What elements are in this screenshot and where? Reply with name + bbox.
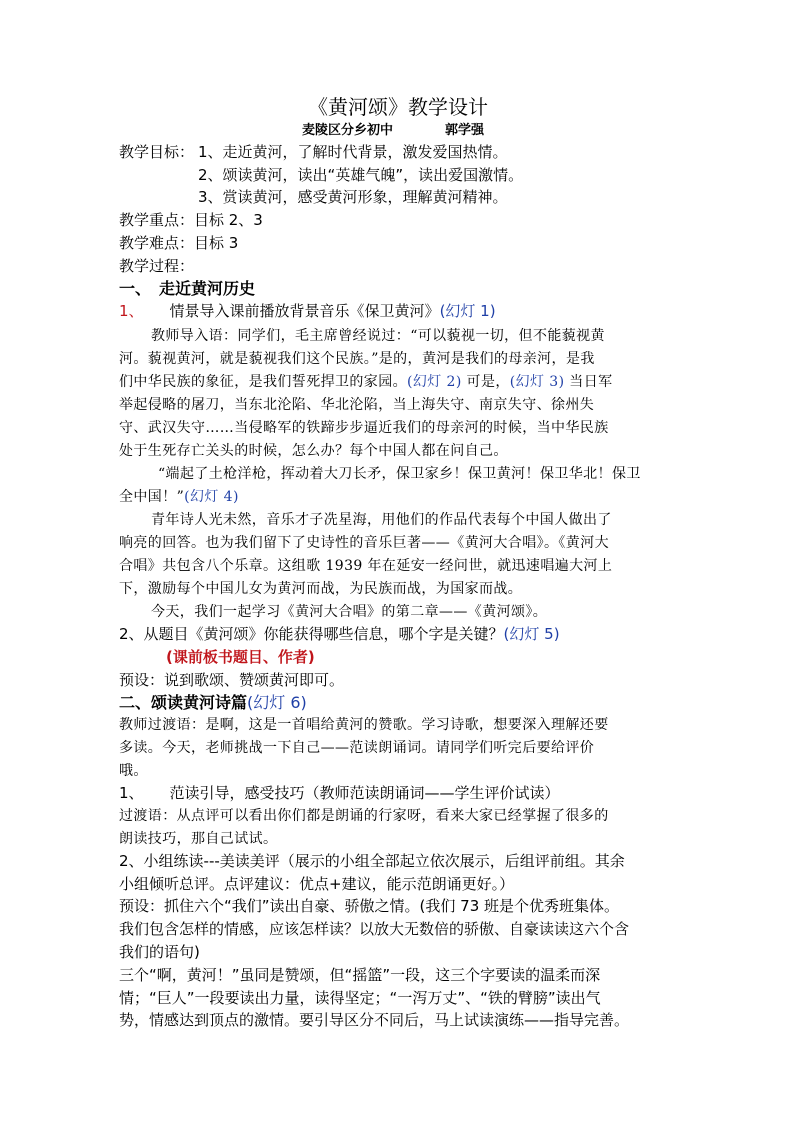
section2-step1 bbox=[119, 786, 560, 801]
slide-3-ref: (幻灯 3) bbox=[509, 374, 565, 390]
teacher-intro-text: 当日军 bbox=[564, 374, 613, 390]
section1-item2-text: 2、从题目《黄河颂》你能获得哪些信息，哪个字是关键？ bbox=[119, 625, 504, 643]
three-cries-line: 势，情感达到顶点的激情。要引导区分不同后，马上试读演练——指导完善。 bbox=[119, 1011, 630, 1029]
section2-step1-text: 范读引导，感受技巧（教师范读朗诵词——学生评价试读） bbox=[169, 784, 560, 802]
section1-item2 bbox=[119, 627, 560, 642]
objective-3: 3、赏读黄河，感受黄河形象，理解黄河精神。 bbox=[198, 188, 508, 206]
key-points: 教学重点：目标 2、3 bbox=[119, 211, 263, 229]
poet-paragraph-line: 合唱》共包含八个乐章。这组歌 1939 年在延安一经问世，就迅速唱遍大河上 bbox=[119, 558, 613, 574]
section1-item1-text: 情景导入课前播放背景音乐《保卫黄河》 bbox=[169, 302, 440, 320]
teacher-intro-line: 处于生死存亡关头的时候，怎么办？每个中国人都在问自己。 bbox=[119, 443, 508, 459]
teacher-intro-line bbox=[119, 375, 613, 389]
process-label: 教学过程： bbox=[119, 257, 195, 275]
poet-paragraph-line: 响亮的回答。也为我们留下了史诗性的音乐巨著——《黄河大合唱》。《黄河大 bbox=[119, 535, 609, 551]
preset2-line: 我们的语句) bbox=[119, 943, 200, 961]
transition-line: 哦。 bbox=[119, 763, 148, 779]
document-title: 《黄河颂》教学设计 bbox=[308, 95, 488, 119]
section2-step2-line: 2、小组练读---美读美评（展示的小组全部起立依次展示，后组评前组。其余 bbox=[119, 852, 625, 870]
slide-4-ref: (幻灯 4) bbox=[184, 489, 239, 505]
difficulties: 教学难点：目标 3 bbox=[119, 234, 239, 252]
teacher-intro-line: 守、武汉失守……当侵略军的铁蹄步步逼近我们的母亲河的时候，当中华民族 bbox=[119, 420, 609, 436]
three-cries-line: 三个“啊，黄河！”虽同是赞颂，但“摇篮”一段，这三个字要读的温柔而深 bbox=[119, 966, 601, 984]
section2-step1-number: 1、 bbox=[119, 784, 144, 802]
transition-line: 多读。今天，老师挑战一下自己——范读朗诵词。请同学们听完后要给评价 bbox=[119, 740, 595, 756]
teacher-intro-text: 可是， bbox=[461, 374, 510, 390]
section1-item1 bbox=[119, 304, 496, 319]
quote-line bbox=[119, 490, 239, 504]
section1-heading: 一、 走近黄河历史 bbox=[119, 279, 256, 298]
byline-school: 麦陵区分乡初中 bbox=[302, 123, 394, 138]
poet-paragraph-line: 今天，我们一起学习《黄河大合唱》的第二章——《黄河颂》。 bbox=[151, 604, 548, 620]
teacher-intro-line: 举起侵略的屠刀，当东北沦陷、华北沦陷，当上海失守、南京失守、徐州失 bbox=[119, 397, 595, 413]
slide-5-ref: (幻灯 5) bbox=[503, 625, 560, 643]
teacher-intro-line: 河。藐视黄河，就是藐视我们这个民族。”是的，黄河是我们的母亲河，是我 bbox=[119, 351, 595, 367]
byline-author: 郭学强 bbox=[445, 123, 485, 138]
slide-2-ref: (幻灯 2) bbox=[407, 374, 462, 390]
objective-1: 1、走近黄河，了解时代背景，激发爱国热情。 bbox=[198, 143, 508, 161]
poet-paragraph-line: 青年诗人光未然，音乐才子冼星海，用他们的作品代表每个中国人做出了 bbox=[151, 512, 612, 528]
section2-heading bbox=[119, 695, 307, 711]
transition2-line: 过渡语：从点评可以看出你们都是朗诵的行家呀，看来大家已经掌握了很多的 bbox=[119, 808, 609, 824]
section2-heading-text: 二、颂读黄河诗篇 bbox=[119, 693, 248, 712]
slide-6-ref: (幻灯 6) bbox=[247, 693, 307, 712]
three-cries-line: 情；“巨人”一段要读出力量，读得坚定；“一泻万丈”、“铁的臂膀”读出气 bbox=[119, 989, 601, 1007]
transition2-line: 朗读技巧，那自己试试。 bbox=[119, 831, 278, 847]
teacher-intro-text: 们中华民族的象征，是我们誓死捍卫的家园。 bbox=[119, 374, 407, 390]
slide-1-ref: (幻灯 1) bbox=[439, 302, 496, 320]
section1-item1-number: 1、 bbox=[119, 302, 144, 320]
poet-paragraph-line: 下，激励每个中国儿女为黄河而战，为民族而战，为国家而战。 bbox=[119, 581, 523, 597]
transition-line: 教师过渡语：是啊，这是一首唱给黄河的赞歌。学习诗歌，想要深入理解还要 bbox=[119, 717, 609, 733]
teacher-intro-line: 教师导入语：同学们，毛主席曾经说过：“可以藐视一切，但不能藐视黄 bbox=[151, 328, 605, 344]
section2-step2-line: 小组倾听总评。点评建议：优点+建议，能示范朗诵更好。） bbox=[119, 875, 515, 893]
board-note: (课前板书题目、作者) bbox=[166, 648, 315, 666]
preset-note: 预设：说到歌颂、赞颂黄河即可。 bbox=[119, 671, 345, 689]
quote-line: “端起了土枪洋枪，挥动着大刀长矛，保卫家乡！保卫黄河！保卫华北！保卫 bbox=[158, 466, 641, 482]
objectives-label: 教学目标： bbox=[119, 143, 195, 161]
objective-2: 2、颂读黄河，读出“英雄气魄”，读出爱国激情。 bbox=[198, 166, 524, 184]
quote-text: 全中国！” bbox=[119, 489, 185, 505]
preset2-line: 我们包含怎样的情感，应该怎样读？以放大无数倍的骄傲、自豪读读这六个含 bbox=[119, 920, 630, 938]
preset2-line: 预设：抓住六个“我们”读出自豪、骄傲之情。(我们 73 班是个优秀班集体。 bbox=[119, 897, 620, 915]
